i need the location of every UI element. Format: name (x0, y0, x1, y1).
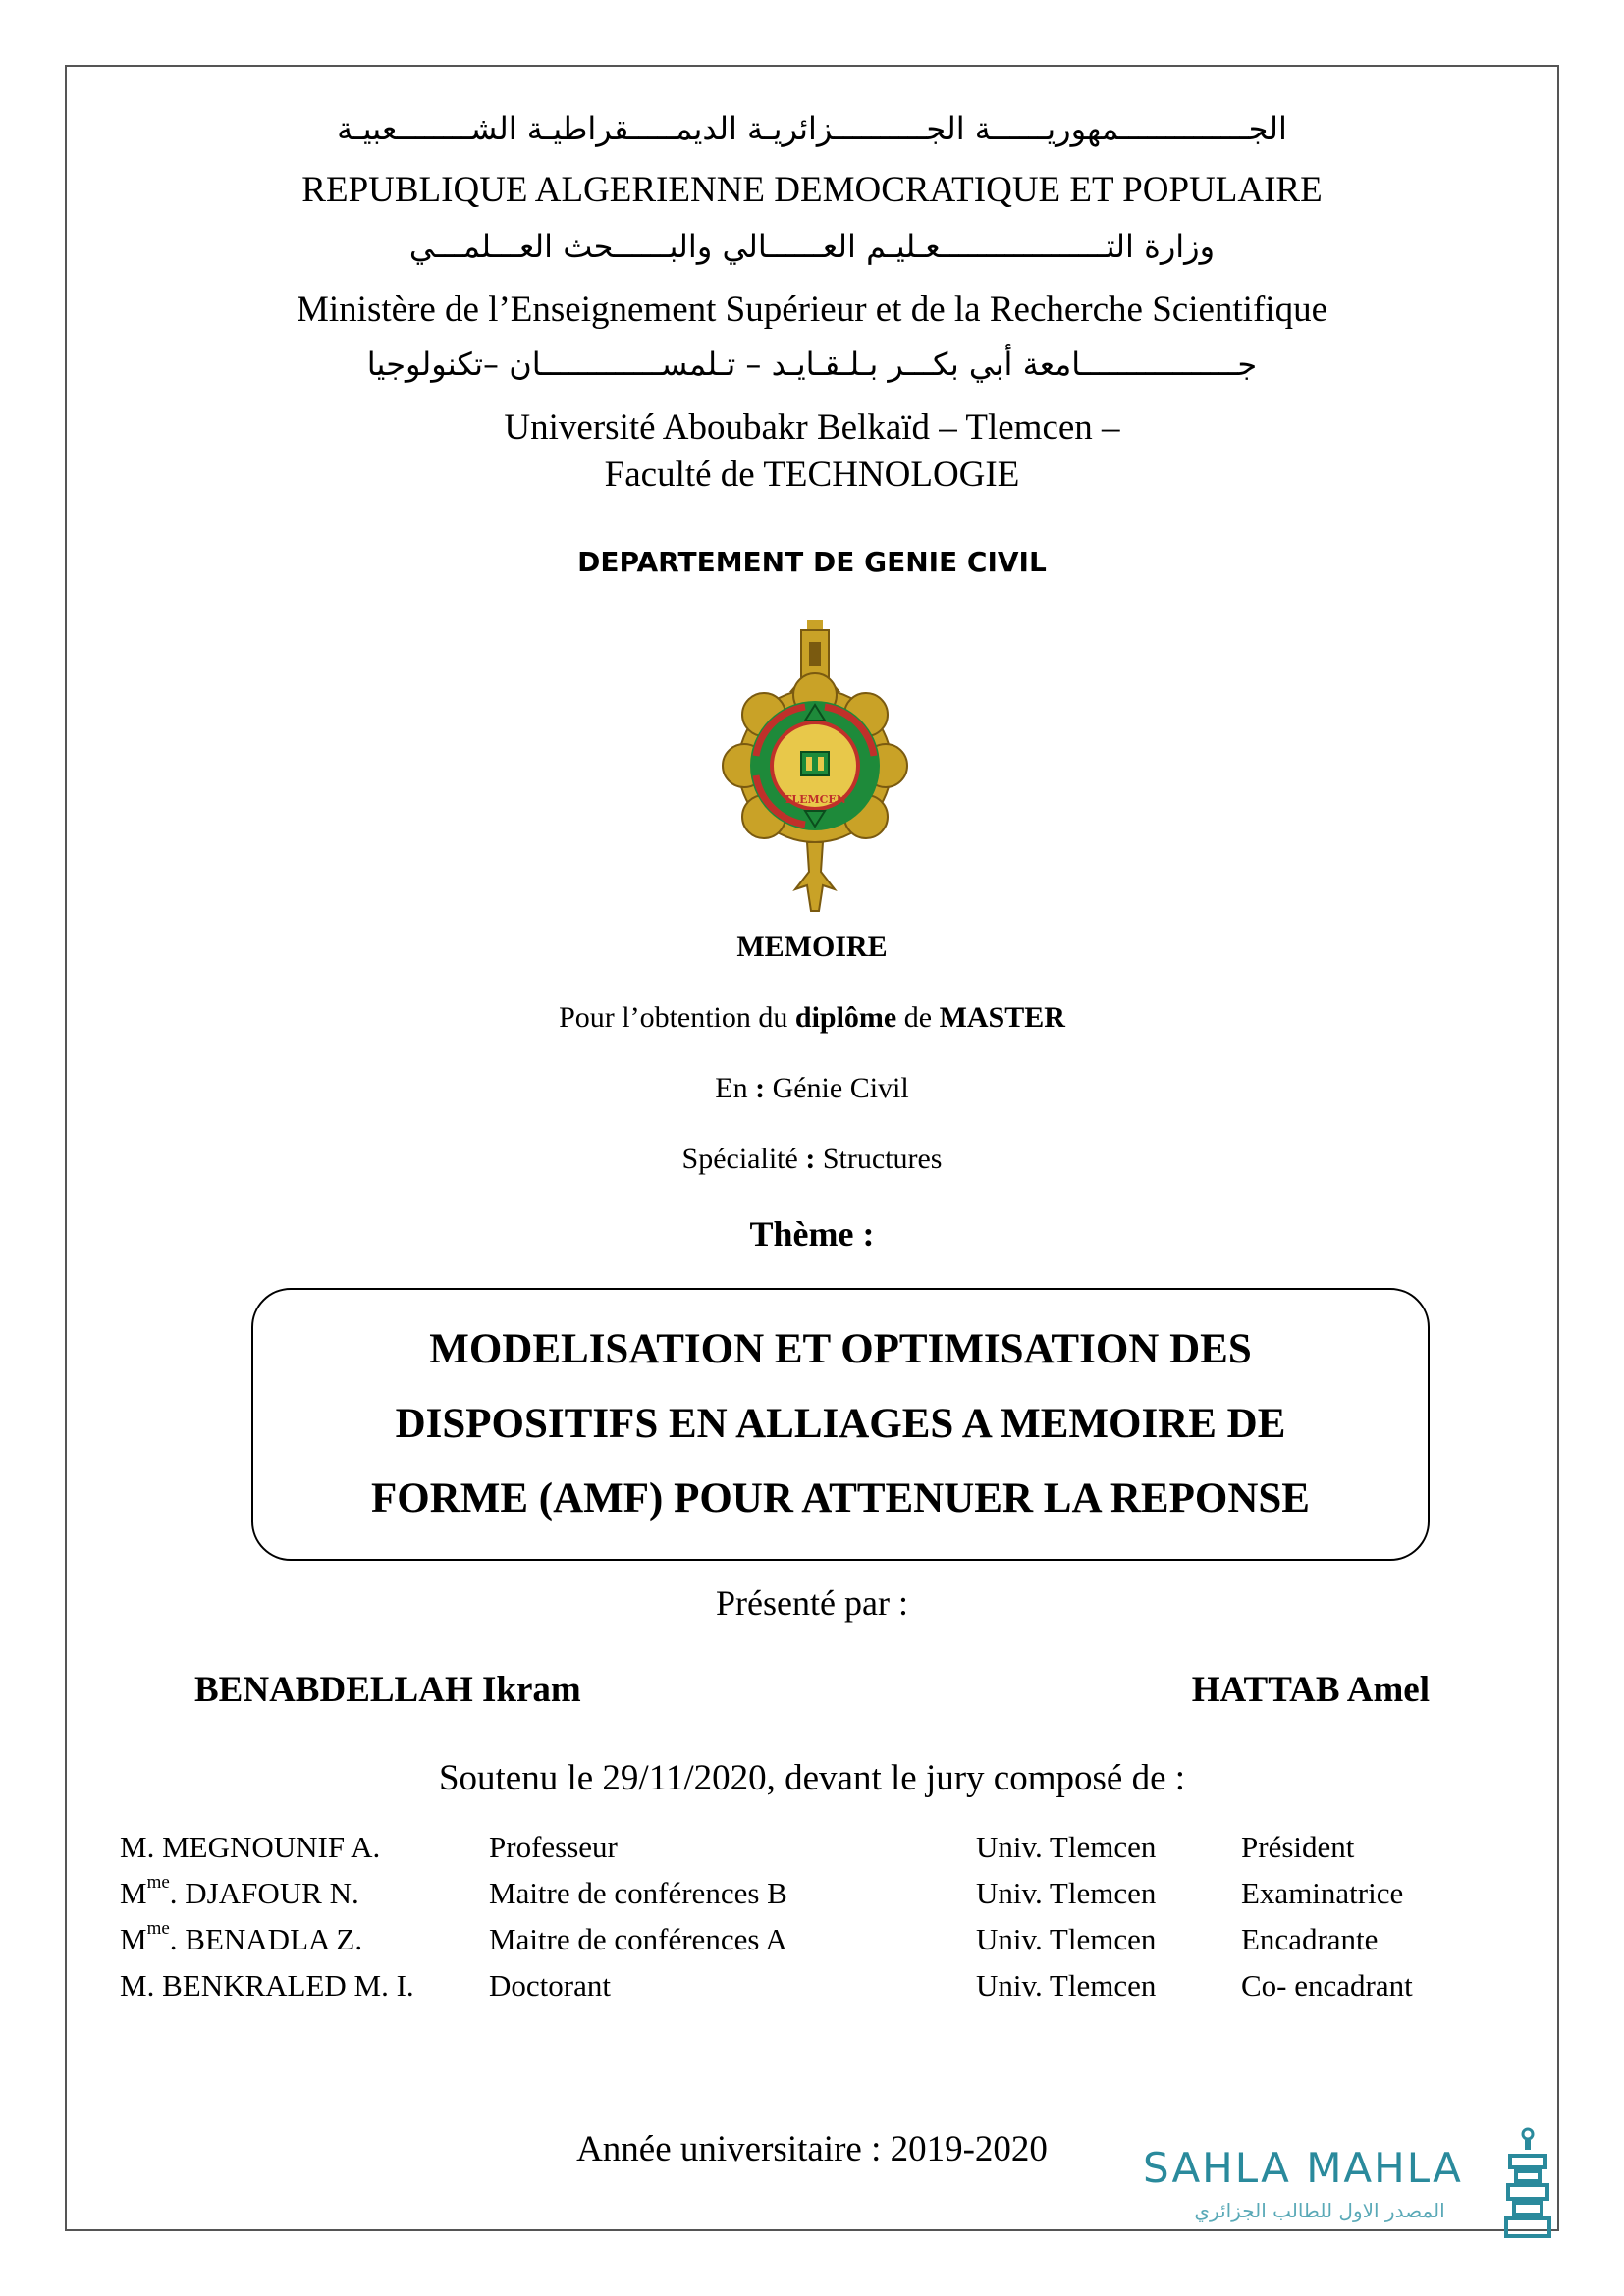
obtention-mid: de (896, 1001, 940, 1034)
jury-member-name (120, 1830, 380, 1865)
jury-member-name (120, 1872, 359, 1911)
presented-by-label: Présenté par : (716, 1583, 908, 1623)
jury-name: . DJAFOUR N. (169, 1876, 359, 1910)
arabic-republic-heading: الجــــــــــــــمهوريــــــة الجــــــــــزائريـة الديمـــــقراطيـة الشــــــــعبيـة (337, 110, 1287, 147)
jury-name: MEGNOUNIF A. (154, 1830, 381, 1864)
speciality-line (0, 1143, 1624, 1176)
academic-year: Année universitaire : 2019-2020 (576, 2129, 1048, 2169)
jury-title: M. (120, 1968, 155, 2002)
field-colon: : (755, 1072, 766, 1104)
jury-member-institution: Univ. Tlemcen (976, 1922, 1157, 1956)
jury-member-role: Président (1241, 1830, 1355, 1864)
university-emblem-logo (717, 620, 913, 915)
arabic-university-heading: جـــــــــــــــــامعة أبي بكـــر بـلـقـايـد – تـلمســـــــــــــان –تكنولوجيا (366, 346, 1258, 383)
department-heading: DEPARTEMENT DE GENIE CIVIL (577, 546, 1047, 578)
jury-member-role: Encadrante (1241, 1922, 1379, 1956)
jury-member-name (120, 1968, 414, 2003)
student-name: BENABDELLAH Ikram (194, 1670, 581, 1710)
faculty-heading: Faculté de TECHNOLOGIE (604, 454, 1020, 495)
theme-line: DISPOSITIFS EN ALLIAGES A MEMOIRE DE (395, 1401, 1286, 1447)
emblem-finial (807, 620, 823, 630)
jury-title-sup: me (146, 1872, 170, 1893)
ministry-heading: Ministère de l’Enseignement Supérieur et de la Recherche Scientifique (296, 290, 1327, 330)
field-line (0, 1072, 1624, 1105)
obtention-prefix: Pour l’obtention du (559, 1001, 795, 1034)
obtention-line (0, 1001, 1624, 1035)
emblem-stem (795, 842, 835, 911)
sahla-mahla-watermark (1139, 2144, 1551, 2262)
obtention-diploma: diplôme (794, 1001, 897, 1034)
watermark-emblem-icon (1502, 2126, 1553, 2244)
field-label: En (715, 1072, 756, 1104)
jury-title-sup: me (146, 1918, 170, 1939)
field-value: Génie Civil (765, 1072, 909, 1104)
theme-box (251, 1288, 1430, 1561)
jury-title: M (120, 1876, 147, 1910)
jury-member-institution: Univ. Tlemcen (976, 1968, 1157, 2002)
memoire-title: MEMOIRE (736, 931, 888, 963)
theme-label: Thème : (749, 1214, 875, 1254)
speciality-value: Structures (815, 1143, 943, 1175)
speciality-colon: : (805, 1143, 816, 1175)
republic-heading: REPUBLIQUE ALGERIENNE DEMOCRATIQUE ET POPULAIRE (301, 170, 1323, 210)
obtention-degree: MASTER (939, 1001, 1065, 1034)
defense-statement: Soutenu le 29/11/2020, devant le jury composé de : (438, 1758, 1186, 1798)
jury-name: BENKRALED M. I. (154, 1968, 414, 2002)
jury-title: M. (120, 1830, 155, 1864)
jury-member-role: Examinatrice (1241, 1876, 1404, 1910)
jury-member-role: Co- encadrant (1241, 1968, 1413, 2002)
theme-line: FORME (AMF) POUR ATTENUER LA REPONSE (371, 1475, 1310, 1522)
jury-title: M (120, 1922, 147, 1956)
jury-member-institution: Univ. Tlemcen (976, 1876, 1157, 1910)
watermark-title: SAHLA MAHLA (1143, 2144, 1463, 2192)
jury-member-grade: Maitre de conférences A (489, 1922, 787, 1956)
jury-member-grade: Professeur (489, 1830, 618, 1864)
jury-member-institution: Univ. Tlemcen (976, 1830, 1157, 1864)
student-name: HATTAB Amel (1191, 1670, 1430, 1710)
arabic-ministry-heading: وزارة التــــــــــــــــــعـليـم العــــــالي والبــــــحث العـــلمـــي (408, 228, 1216, 265)
speciality-label: Spécialité (681, 1143, 806, 1175)
emblem-body (723, 673, 907, 842)
university-heading: Université Aboubakr Belkaïd – Tlemcen – (504, 407, 1120, 448)
jury-member-name (120, 1918, 363, 1957)
watermark-subtitle: المصدر الاول للطالب الجزائري (1194, 2199, 1445, 2222)
jury-member-grade: Maitre de conférences B (489, 1876, 787, 1910)
jury-member-grade: Doctorant (489, 1968, 611, 2002)
emblem-text: TLEMCEN (784, 793, 846, 806)
jury-name: . BENADLA Z. (169, 1922, 363, 1956)
theme-line: MODELISATION ET OPTIMISATION DES (429, 1326, 1252, 1372)
